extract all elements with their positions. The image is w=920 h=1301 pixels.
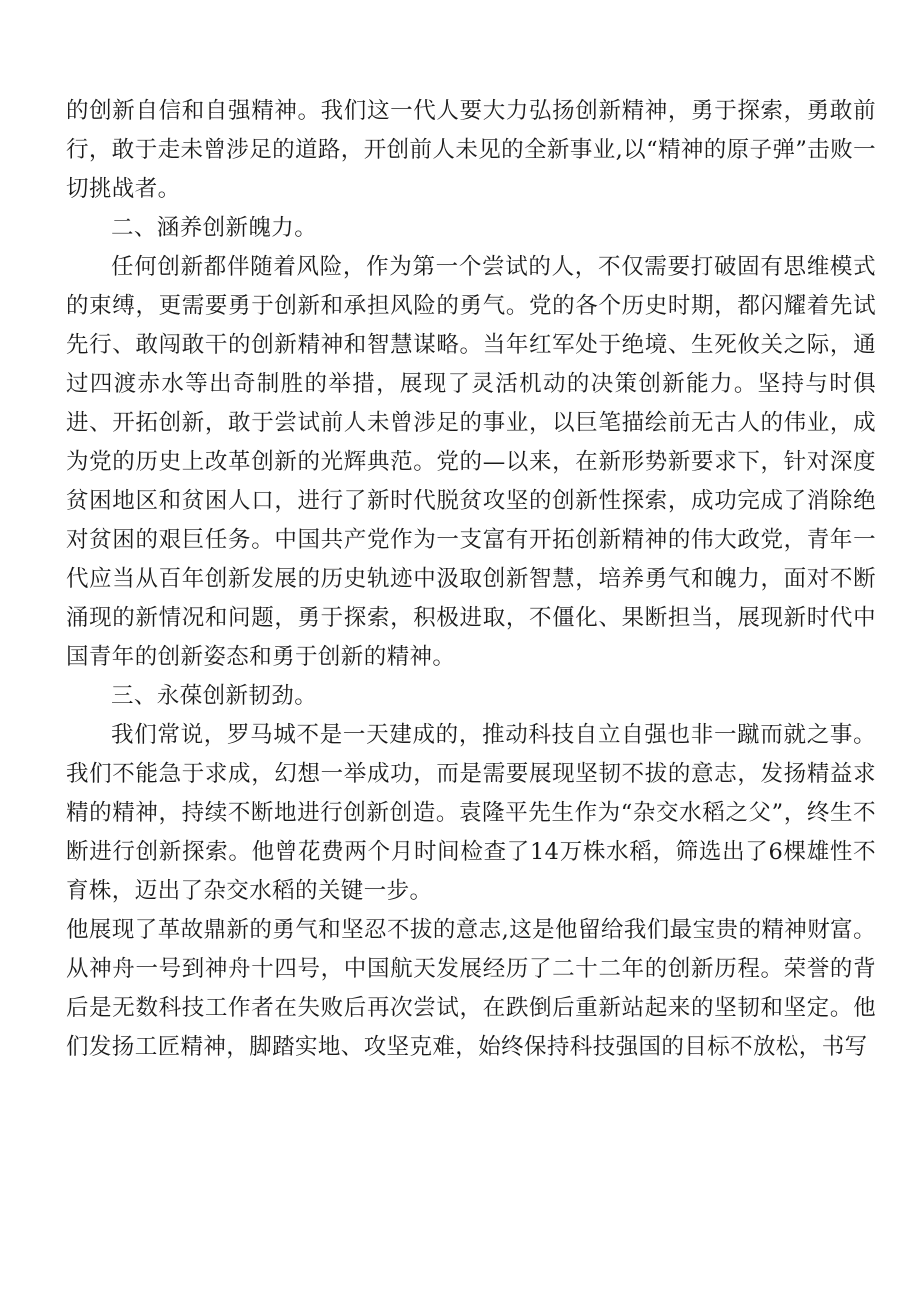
document-body xyxy=(66,92,876,1067)
paragraph-innovation-courage: 任何创新都伴随着风险，作为第一个尝试的人，不仅需要打破固有思维模式的束缚，更需要勇于创新和承担风险的勇气。党的各个历史时期，都闪耀着先试先行、敢闯敢干的创新精神和智慧谋略。当年红军处于绝境、生死攸关之际，通过四渡赤水等出奇制胜的举措，展现了灵活机动的决策创新能力。坚持与时俱进、开拓创新，敢于尝试前人未曾涉足的事业，以巨笔描绘前无古人的伟业，成为党的历史上改革创新的光辉典范。党的—以来，在新形势新要求下，针对深度贫困地区和贫困人口，进行了新时代脱贫攻坚的创新性探索，成功完成了消除绝对贫困的艰巨任务。中国共产党作为一支富有开拓创新精神的伟大政党，青年一代应当从百年创新发展的历史轨迹中汲取创新智慧，培养勇气和魄力，面对不断涌现的新情况和问题，勇于探索，积极进取，不僵化、果断担当，展现新时代中国青年的创新姿态和勇于创新的精神。 xyxy=(66,254,876,670)
section-heading-2: 二、涵养创新魄力。 xyxy=(111,215,318,241)
paragraph-persistence: 我们常说，罗马城不是一天建成的，推动科技自立自强也非一蹴而就之事。我们不能急于求成，幻想一举成功，而是需要展现坚韧不拔的意志，发扬精益求精的精神，持续不断地进行创新创造。袁隆平先生作为“杂交水稻之父”，终生不断进行创新探索。他曾花费两个月时间检查了14万株水稻，筛选出了6棵雄性不育株，迈出了杂交水稻的关键一步。 xyxy=(66,722,876,904)
section-heading-3: 三、永葆创新韧劲。 xyxy=(111,683,318,709)
paragraph-continuation: 的创新自信和自强精神。我们这一代人要大力弘扬创新精神，勇于探索，勇敢前行，敢于走未曾涉足的道路，开创前人未见的全新事业,以“精神的原子弹”击败一切挑战者。 xyxy=(66,98,876,202)
paragraph-aerospace: 他展现了革故鼎新的勇气和坚忍不拔的意志,这是他留给我们最宝贵的精神财富。从神舟一号到神舟十四号，中国航天发展经历了二十二年的创新历程。荣誉的背后是无数科技工作者在失败后再次尝试，在跌倒后重新站起来的坚韧和坚定。他们发扬工匠精神，脚踏实地、攻坚克难，始终保持科技强国的目标不放松，书写 xyxy=(66,917,876,1060)
